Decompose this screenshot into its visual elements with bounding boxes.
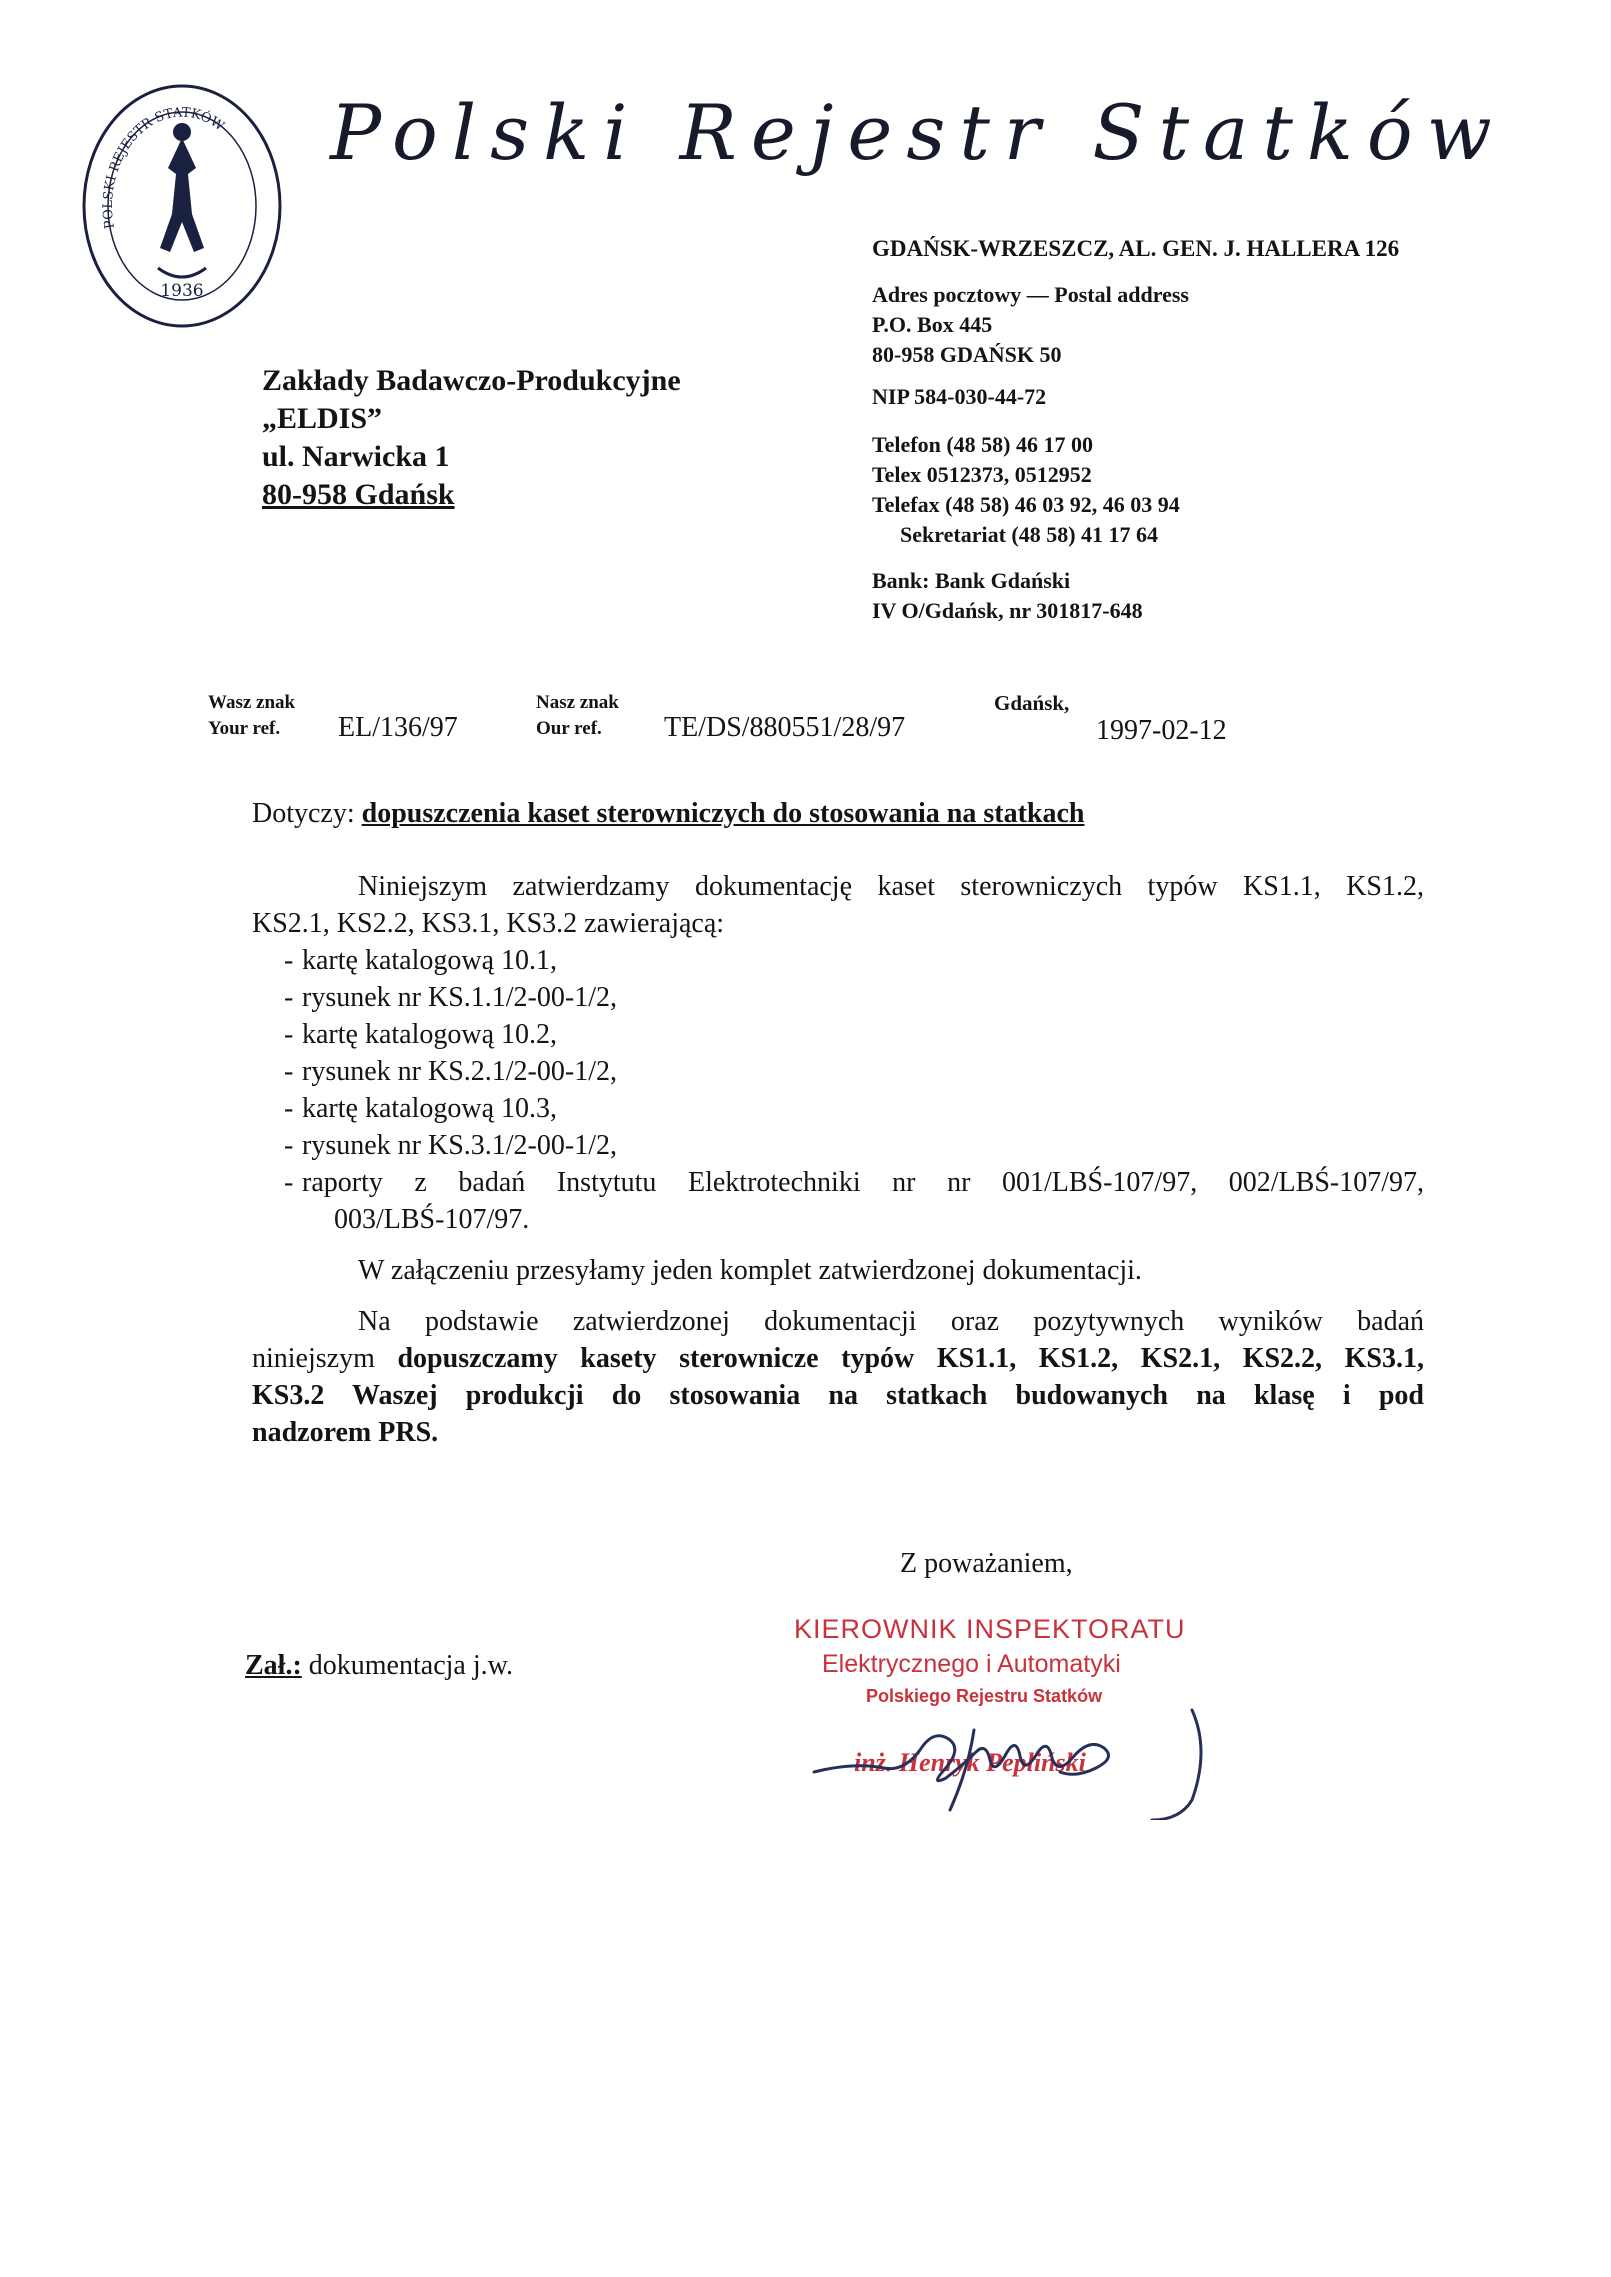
- sekretariat: Sekretariat (48 58) 41 17 64: [900, 522, 1159, 547]
- list-item: - kartę katalogową 10.2,: [284, 1019, 558, 1050]
- stamp-signatory: inż. Henryk Pepliński: [854, 1748, 1086, 1777]
- prs-logo: [78, 78, 286, 334]
- stamp-department: Elektrycznego i Automatyki: [822, 1650, 1121, 1678]
- your-ref-label-en: Your ref.: [208, 718, 281, 739]
- list-item-reports: - raporty z badań Instytutu Elektrotechniki nr nr 001/LBŚ-107/97, 002/LBŚ-107/97, 003/LBŚ-107/97.: [284, 1167, 1424, 1235]
- subject-text: dopuszczenia kaset sterowniczych do stosowania na statkach: [361, 798, 1085, 829]
- telefax: Telefax (48 58) 46 03 92, 46 03 94: [872, 492, 1180, 517]
- bank-account: IV O/Gdańsk, nr 301817-648: [872, 598, 1143, 623]
- recipient-line3: ul. Narwicka 1: [262, 440, 450, 473]
- list-item: - rysunek nr KS.3.1/2-00-1/2,: [284, 1130, 617, 1161]
- letter-date: 1997-02-12: [1096, 715, 1227, 746]
- approval-line4: nadzorem PRS.: [252, 1417, 439, 1448]
- hq-address: GDAŃSK-WRZESZCZ, AL. GEN. J. HALLERA 126: [872, 236, 1400, 261]
- recipient-address: [262, 362, 681, 514]
- intro-line2: KS2.1, KS2.2, KS3.1, KS3.2 zawierającą:: [252, 908, 725, 939]
- bank-name: Bank: Bank Gdański: [872, 568, 1071, 593]
- our-ref-label-en: Our ref.: [536, 718, 602, 739]
- po-box: P.O. Box 445: [872, 312, 993, 337]
- handwritten-signature: [794, 1670, 1254, 1820]
- your-ref-label-pl: Wasz znak: [208, 692, 296, 713]
- intro-line1: Niniejszym zatwierdzamy dokumentację kaset sterowniczych typów KS1.1, KS1.2,: [358, 871, 1424, 902]
- attachment-label: Zał.:: [245, 1650, 302, 1681]
- list-item: - kartę katalogową 10.1,: [284, 945, 558, 976]
- logo-year: 1936: [160, 281, 204, 301]
- postal-label: Adres pocztowy — Postal address: [872, 282, 1189, 307]
- attachment-text: dokumentacja j.w.: [308, 1650, 514, 1681]
- approval-paragraph: [252, 1303, 1424, 1451]
- list-item: - rysunek nr KS.2.1/2-00-1/2,: [284, 1056, 617, 1087]
- nip: NIP 584-030-44-72: [872, 384, 1047, 409]
- postal-address: [872, 280, 1189, 370]
- telefon: Telefon (48 58) 46 17 00: [872, 432, 1094, 457]
- our-ref-value: TE/DS/880551/28/97: [664, 712, 906, 743]
- letter-body: [252, 868, 1424, 1451]
- your-ref-label: [208, 690, 295, 742]
- list-item: - kartę katalogową 10.3,: [284, 1093, 558, 1124]
- recipient-line4: 80-958 Gdańsk: [262, 478, 455, 511]
- stamp-organization: Polskiego Rejestru Statków: [866, 1686, 1103, 1706]
- subject-label: Dotyczy:: [252, 798, 355, 829]
- attachment-note: [245, 1650, 513, 1682]
- postal-city: 80-958 GDAŃSK 50: [872, 342, 1062, 367]
- recipient-line1: Zakłady Badawczo-Produkcyjne: [262, 364, 681, 397]
- approval-line3: KS3.2 Waszej produkcji do stosowania na statkach budowanych na klasę i pod: [252, 1380, 1424, 1411]
- list-item: - rysunek nr KS.1.1/2-00-1/2,: [284, 982, 617, 1013]
- telex: Telex 0512373, 0512952: [872, 462, 1092, 487]
- our-ref-label: [536, 690, 619, 742]
- official-stamp: [794, 1614, 1254, 1814]
- our-ref-label-pl: Nasz znak: [536, 692, 619, 713]
- logo-ring-text: POLSKI REJESTR STATKÓW: [100, 105, 227, 230]
- closing: Z poważaniem,: [900, 1548, 1073, 1579]
- phone-block: [872, 430, 1180, 550]
- subject-line: [252, 798, 1085, 830]
- your-ref-value: EL/136/97: [338, 712, 458, 743]
- bank-block: [872, 566, 1143, 626]
- org-name: Polski Rejestr Statków: [330, 88, 1506, 177]
- recipient-line2: „ELDIS”: [262, 402, 383, 435]
- stamp-title: KIEROWNIK INSPEKTORATU: [794, 1614, 1186, 1644]
- place-label: Gdańsk,: [994, 691, 1070, 715]
- approval-line1: Na podstawie zatwierdzonej dokumentacji oraz pozytywnych wyników badań: [358, 1306, 1424, 1337]
- approval-line2: niniejszym dopuszczamy kasety sterownicze typów KS1.1, KS1.2, KS2.1, KS2.2, KS3.1,: [252, 1343, 1425, 1374]
- document-list: [252, 942, 1424, 1238]
- enclosure-paragraph: W załączeniu przesyłamy jeden komplet zatwierdzonej dokumentacji.: [358, 1255, 1142, 1286]
